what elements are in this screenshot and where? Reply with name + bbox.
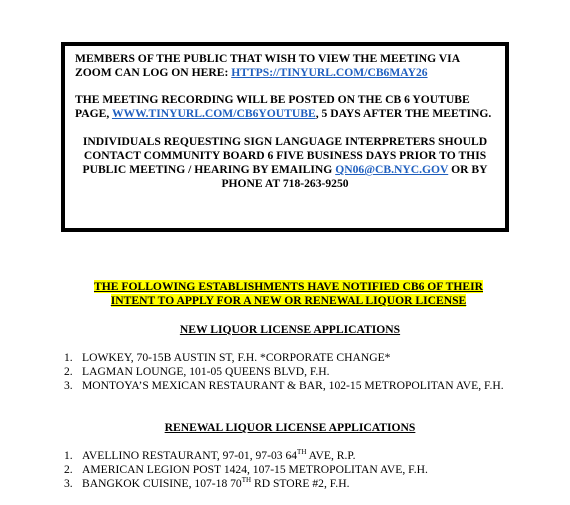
- ordinal-suffix: TH: [297, 448, 307, 457]
- list-item-text-pre: AMERICAN LEGION POST 1424, 107-15 METROPOLITAN AVE, F.H.: [82, 463, 428, 476]
- renewal-applications-title: RENEWAL LIQUOR LICENSE APPLICATIONS: [164, 421, 416, 434]
- list-item-number: 3.: [64, 379, 73, 392]
- recording-notice: [75, 93, 495, 121]
- liquor-notice-heading-text: THE FOLLOWING ESTABLISHMENTS HAVE NOTIFIED CB6 OF THEIR INTENT TO APPLY FOR A NEW OR RENEWAL LIQUOR LICENSE: [93, 280, 484, 307]
- renewal-applications-list: [64, 449, 504, 491]
- liquor-notice-heading: [81, 280, 496, 308]
- list-item-text: MONTOYA’S MEXICAN RESTAURANT & BAR, 102-15 METROPOLITAN AVE, F.H.: [82, 379, 504, 392]
- zoom-notice: [75, 52, 495, 80]
- list-item: [64, 351, 504, 365]
- new-applications-title: NEW LIQUOR LICENSE APPLICATIONS: [179, 323, 401, 336]
- list-item-text: LOWKEY, 70-15B AUSTIN ST, F.H. *CORPORATE CHANGE*: [82, 351, 391, 364]
- list-item-number: 1.: [64, 351, 73, 364]
- list-item-text-pre: AVELLINO RESTAURANT, 97-01, 97-03 64: [82, 449, 298, 462]
- list-item-text-pre: BANGKOK CUISINE, 107-18 70: [82, 477, 242, 490]
- sign-language-notice-suffix: OR BY PHONE AT 718-263-9250: [221, 163, 488, 190]
- new-applications-list: [64, 351, 504, 393]
- zoom-notice-text: MEMBERS OF THE PUBLIC THAT WISH TO VIEW THE MEETING VIA ZOOM CAN LOG ON HERE:: [75, 52, 460, 79]
- list-item-text: LAGMAN LOUNGE, 101-05 QUEENS BLVD, F.H.: [82, 365, 330, 378]
- email-link[interactable]: QN06@CB.NYC.GOV: [335, 163, 449, 176]
- list-item-text-post: RD STORE #2, F.H.: [251, 477, 350, 490]
- list-item-number: 2.: [64, 463, 73, 476]
- list-item: [64, 379, 504, 393]
- list-item: [64, 449, 504, 463]
- list-item-text-post: AVE, R.P.: [306, 449, 356, 462]
- list-item-number: 2.: [64, 365, 73, 378]
- youtube-link[interactable]: WWW.TINYURL.COM/CB6YOUTUBE: [111, 107, 316, 120]
- zoom-link[interactable]: HTTPS://TINYURL.COM/CB6MAY26: [231, 66, 428, 79]
- list-item: [64, 477, 504, 491]
- list-item-number: 1.: [64, 449, 73, 462]
- list-item: [64, 463, 504, 477]
- list-item: [64, 365, 504, 379]
- recording-notice-text: THE MEETING RECORDING WILL BE POSTED ON THE CB 6 YOUTUBE PAGE,: [75, 93, 470, 120]
- recording-notice-suffix: , 5 DAYS AFTER THE MEETING.: [315, 107, 492, 120]
- sign-language-notice-text: INDIVIDUALS REQUESTING SIGN LANGUAGE INTERPRETERS SHOULD CONTACT COMMUNITY BOARD 6 FIVE BUSINESS DAYS PRIOR TO THIS PUBLIC MEETING / HEARING BY EMAILING: [82, 135, 488, 176]
- list-item-number: 3.: [64, 477, 73, 490]
- sign-language-notice: [75, 135, 495, 191]
- ordinal-suffix: TH: [241, 476, 252, 485]
- meeting-notice-box: [61, 42, 509, 232]
